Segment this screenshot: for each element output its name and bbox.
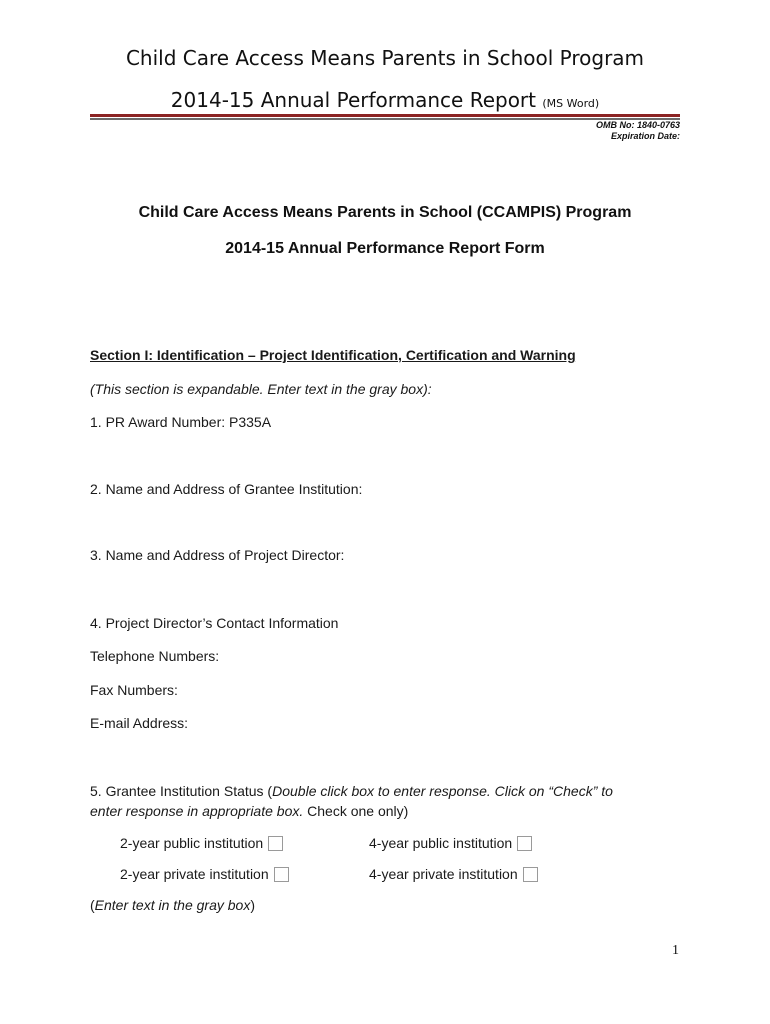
status-prefix: 5. Grantee Institution Status ( <box>90 783 273 799</box>
contact-info-label: 4. Project Director’s Contact Information <box>90 615 339 631</box>
note-close: ) <box>250 897 255 913</box>
telephone-label: Telephone Numbers: <box>90 648 220 664</box>
gray-box-note <box>90 897 255 913</box>
status-suffix: Check one only) <box>303 803 409 819</box>
page-number: 1 <box>672 943 679 958</box>
section-heading: Section I: Identification – Project Identification, Certification and Warning <box>90 347 576 363</box>
form-subtitle: 2014-15 Annual Performance Report Form <box>225 240 545 257</box>
option-label: 2-year public institution <box>120 835 264 851</box>
option-label: 4-year public institution <box>369 835 513 851</box>
report-title <box>0 88 770 112</box>
note-text: Enter text in the gray box <box>94 897 251 913</box>
form-title: Child Care Access Means Parents in School (CCAMPIS) Program <box>138 204 632 221</box>
option-label: 2-year private institution <box>120 866 269 882</box>
checkbox-4-year-public[interactable] <box>517 836 532 851</box>
header-rule-red <box>90 114 680 117</box>
note-open: ( <box>90 897 95 913</box>
header-rule-gray <box>90 118 680 120</box>
status-italic-1: Double click box to enter response. Click on “Check” to <box>272 783 613 799</box>
checkbox-4-year-private[interactable] <box>523 867 538 882</box>
program-title: Child Care Access Means Parents in School Program <box>125 46 645 70</box>
institution-status-question <box>90 781 680 821</box>
grantee-institution-label: 2. Name and Address of Grantee Institution: <box>90 481 363 497</box>
option-4-year-public <box>369 835 532 851</box>
section-instructions: (This section is expandable. Enter text in the gray box): <box>90 381 432 397</box>
fax-label: Fax Numbers: <box>90 682 178 698</box>
expiration-date: Expiration Date: <box>610 131 680 141</box>
status-italic-2: enter response in appropriate box. <box>90 803 304 819</box>
option-2-year-public <box>120 835 283 851</box>
option-label: 4-year private institution <box>369 866 518 882</box>
report-format: (MS Word) <box>542 97 600 110</box>
checkbox-2-year-public[interactable] <box>268 836 283 851</box>
email-label: E-mail Address: <box>90 715 189 731</box>
pr-award-number: 1. PR Award Number: P335A <box>90 414 272 430</box>
option-2-year-private <box>120 866 289 882</box>
checkbox-2-year-private[interactable] <box>274 867 289 882</box>
option-4-year-private <box>369 866 538 882</box>
project-director-label: 3. Name and Address of Project Director: <box>90 547 345 563</box>
report-title-text: 2014-15 Annual Performance Report <box>170 88 536 112</box>
omb-number: OMB No: 1840-0763 <box>595 120 680 130</box>
